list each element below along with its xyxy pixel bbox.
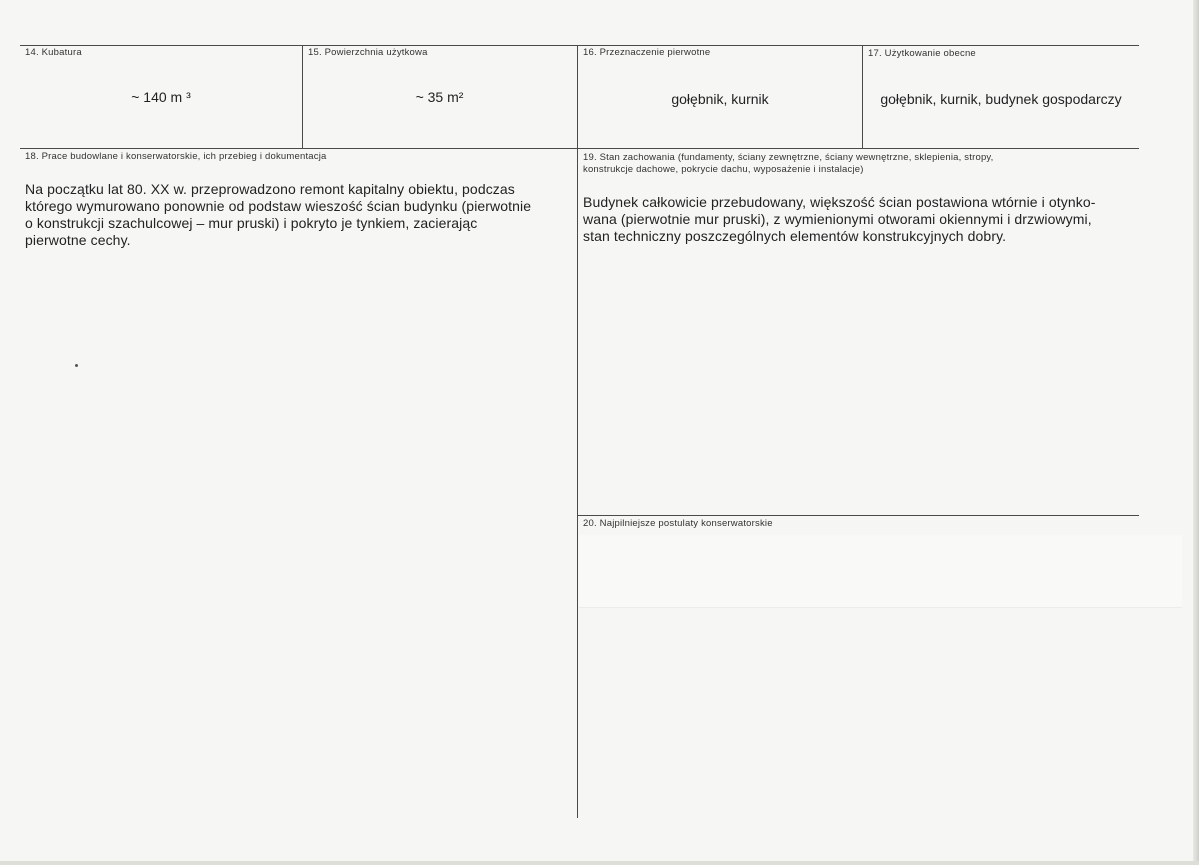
- section-20-rule: [578, 515, 1139, 516]
- field-14-value: ~ 140 m ³: [131, 89, 191, 105]
- field-16-value: gołębnik, kurnik: [671, 91, 769, 107]
- field-17-label: 17. Użytkowanie obecne: [868, 48, 976, 59]
- col-divider-main: [577, 45, 578, 818]
- stray-mark: [75, 364, 78, 367]
- field-19-line: wana (pierwotnie mur pruski), z wymienionymi otworami okiennymi i drzwiowymi,: [583, 211, 1092, 227]
- field-18-text: [25, 181, 575, 249]
- field-19-label-line: konstrukcje dachowe, pokrycie dachu, wyposażenie i instalacje): [583, 164, 864, 175]
- field-19-label-line: 19. Stan zachowania (fundamenty, ściany zewnętrzne, ściany wewnętrzne, sklepienia, stropy,: [583, 152, 994, 163]
- scan-edge-bottom: [0, 861, 1199, 865]
- field-19-line: Budynek całkowicie przebudowany, większość ścian postawiona wtórnie i otynko-: [583, 194, 1096, 210]
- field-19-label: [583, 152, 1135, 176]
- field-18-label: 18. Prace budowlane i konserwatorskie, ich przebieg i dokumentacja: [25, 151, 327, 162]
- field-15-value: ~ 35 m²: [415, 89, 464, 105]
- field-14-label: 14. Kubatura: [25, 47, 82, 58]
- row-divider: [20, 148, 1139, 149]
- field-20-label: 20. Najpilniejsze postulaty konserwatorskie: [583, 518, 773, 529]
- field-20-area: [579, 535, 1182, 608]
- field-18-line: o konstrukcji szachulcowej – mur pruski) i pokryto je tynkiem, zacierając: [25, 215, 478, 231]
- field-19-text: [583, 194, 1139, 245]
- scan-edge-right: [1193, 0, 1199, 865]
- field-16-label: 16. Przeznaczenie pierwotne: [583, 47, 711, 58]
- field-17-value: gołębnik, kurnik, budynek gospodarczy: [880, 91, 1122, 107]
- field-18-line: pierwotne cechy.: [25, 232, 131, 248]
- field-18-line: którego wymurowano ponownie od podstaw wieszość ścian budynku (pierwotnie: [25, 198, 532, 214]
- field-18-line: Na początku lat 80. XX w. przeprowadzono remont kapitalny obiektu, podczas: [25, 181, 515, 197]
- field-19-line: stan techniczny poszczególnych elementów konstrukcyjnych dobry.: [583, 228, 1007, 244]
- field-15-label: 15. Powierzchnia użytkowa: [308, 47, 428, 58]
- top-rule: [20, 45, 1139, 46]
